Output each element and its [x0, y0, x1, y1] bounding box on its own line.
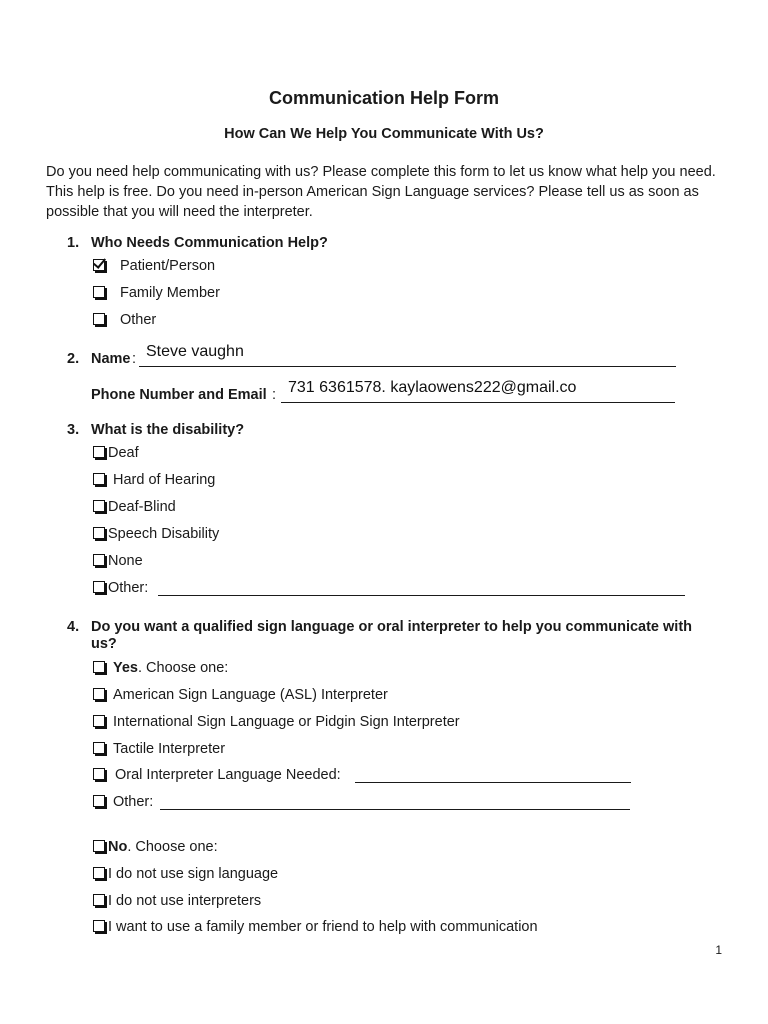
checkbox-icon[interactable]	[93, 313, 105, 325]
q4-option-no-sign-language[interactable]: I do not use sign language	[93, 866, 278, 882]
q1-question: Who Needs Communication Help?	[91, 235, 328, 251]
q3-option-hard-of-hearing[interactable]: Hard of Hearing	[93, 472, 215, 488]
q3-option-speech[interactable]: Speech Disability	[93, 526, 219, 542]
q1-option-other[interactable]: Other	[93, 312, 156, 328]
checkbox-icon[interactable]	[93, 581, 105, 593]
q3-option-none[interactable]: None	[93, 553, 143, 569]
q4-option-no-interpreters[interactable]: I do not use interpreters	[93, 893, 261, 909]
contact-colon: :	[272, 387, 277, 403]
name-field-line[interactable]	[139, 366, 676, 367]
checkbox-icon[interactable]	[93, 920, 105, 932]
checkbox-icon[interactable]	[93, 742, 105, 754]
checkbox-icon[interactable]	[93, 286, 105, 298]
q4-option-other[interactable]: Other:	[93, 794, 153, 810]
q4-question-line2: us?	[91, 636, 117, 652]
name-label: Name	[91, 351, 131, 367]
intro-paragraph: Do you need help communicating with us? Please complete this form to let us know what help you need. This help is free. Do you need in-person American Sign Language services? Please tell us as soon as possible that you will need the interpreter.	[46, 164, 716, 220]
checkbox-icon[interactable]	[93, 473, 105, 485]
q3-question: What is the disability?	[91, 422, 245, 438]
checkbox-icon[interactable]	[93, 840, 105, 852]
contact-field-line[interactable]	[281, 402, 675, 403]
checkbox-icon[interactable]	[93, 500, 105, 512]
q4-question-line1: Do you want a qualified sign language or oral interpreter to help you communicate with	[91, 619, 693, 635]
q4-option-family-friend[interactable]: I want to use a family member or friend to help with communication	[93, 919, 538, 935]
contact-field-value[interactable]: 731 6361578. kaylaowens222@gmail.co	[288, 379, 577, 396]
name-colon: :	[132, 351, 137, 367]
q3-number: 3.	[67, 422, 80, 438]
q3-option-deaf-blind[interactable]: Deaf-Blind	[93, 499, 176, 515]
name-field-value[interactable]: Steve vaughn	[146, 343, 244, 360]
q4-number: 4.	[67, 619, 80, 635]
q4-no[interactable]: No . Choose one:	[93, 839, 218, 855]
q4-yes[interactable]: Yes . Choose one:	[93, 660, 228, 676]
form-title: Communication Help Form	[268, 88, 499, 108]
q4-other-field-line[interactable]	[160, 809, 630, 810]
q4-oral-language-field-line[interactable]	[355, 782, 631, 783]
q3-option-other[interactable]: Other:	[93, 580, 148, 596]
checkbox-icon[interactable]	[93, 768, 105, 780]
checkbox-checked-icon[interactable]	[93, 259, 105, 271]
q4-option-asl[interactable]: American Sign Language (ASL) Interpreter	[93, 687, 388, 703]
form-subtitle: How Can We Help You Communicate With Us?	[224, 126, 544, 142]
checkbox-icon[interactable]	[93, 867, 105, 879]
q2-number: 2.	[67, 351, 80, 367]
checkbox-icon[interactable]	[93, 688, 105, 700]
q1-option-family[interactable]: Family Member	[93, 285, 220, 301]
checkbox-icon[interactable]	[93, 446, 105, 458]
checkbox-icon[interactable]	[93, 661, 105, 673]
checkbox-icon[interactable]	[93, 715, 105, 727]
checkbox-icon[interactable]	[93, 795, 105, 807]
q1-number: 1.	[67, 235, 80, 251]
q3-option-deaf[interactable]: Deaf	[93, 445, 139, 461]
q4-option-tactile[interactable]: Tactile Interpreter	[93, 741, 225, 757]
q3-other-field-line[interactable]	[158, 595, 685, 596]
checkbox-icon[interactable]	[93, 527, 105, 539]
q4-option-oral[interactable]: Oral Interpreter Language Needed:	[93, 767, 341, 783]
page-number: 1	[715, 943, 722, 957]
q1-option-patient[interactable]: Patient/Person	[93, 258, 215, 274]
checkbox-icon[interactable]	[93, 554, 105, 566]
contact-label: Phone Number and Email	[91, 387, 267, 403]
checkbox-icon[interactable]	[93, 894, 105, 906]
q4-option-international[interactable]: International Sign Language or Pidgin Sign Interpreter	[93, 714, 460, 730]
